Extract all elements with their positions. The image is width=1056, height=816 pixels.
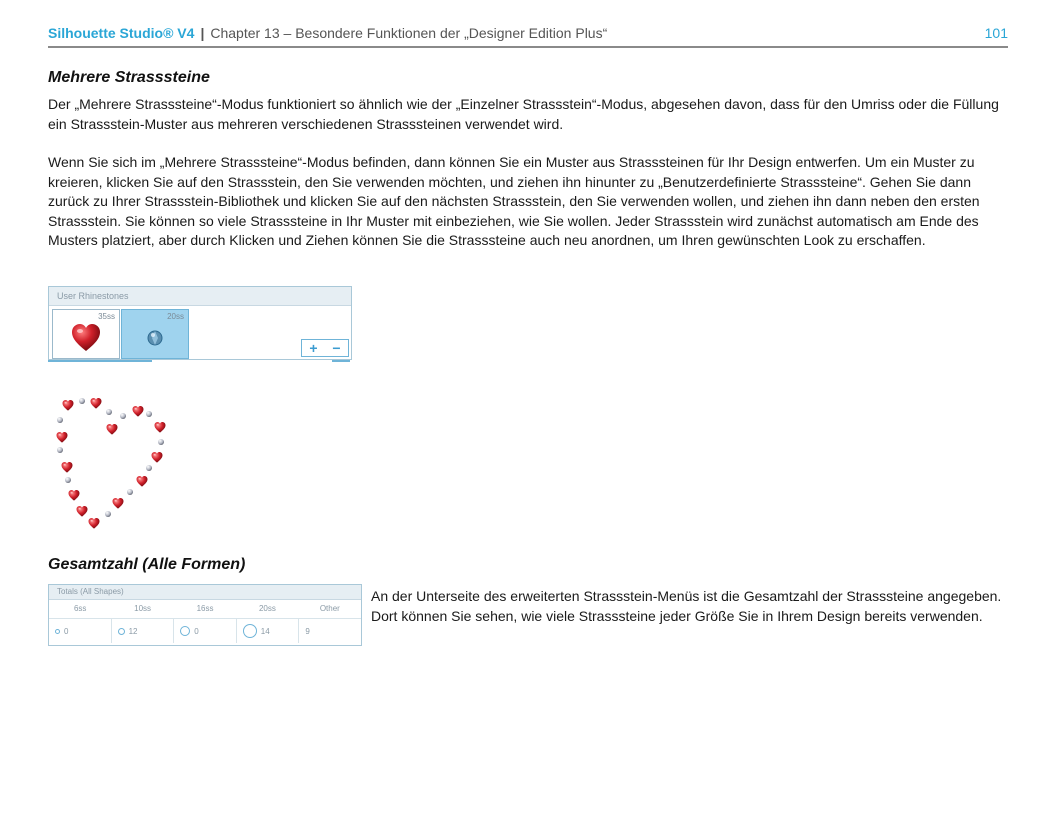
total-value: 12 [128,626,138,636]
paragraph-totals: An der Unterseite des erweiterten Strassstein-Menüs ist die Gesamtzahl der Strasssteine angegeben. Dort können Sie sehen, wie viele Strasssteine jeder Größe Sie in Ihrem Design bereits verwenden. [371,588,1002,624]
add-remove-controls [301,339,349,357]
size-circle-icon [55,629,60,634]
size-circle-icon [243,624,257,638]
totals-header-row [49,600,361,618]
total-cell [112,619,175,643]
column-header: 6ss [73,604,87,613]
section-heading-multiple-rhinestones: Mehrere Strasssteine [48,69,210,86]
swatch-size-label: 20ss [167,312,184,321]
page-number: 101 [984,25,1008,41]
size-circle-icon [118,628,125,635]
swatch-20ss[interactable] [121,309,189,359]
panel-title: User Rhinestones [49,287,351,306]
rhinestone-heart-illustration [46,394,176,534]
chapter-title: Chapter 13 – Besondere Funktionen der „Designer Edition Plus“ [210,25,608,41]
totals-panel [48,584,362,646]
total-cell [237,619,300,643]
panel-divider [332,360,350,362]
page-header [48,24,1008,48]
total-cell [299,619,361,643]
total-value: 14 [260,626,270,636]
blue-rhinestone-icon [147,330,163,346]
paragraph-instructions: Wenn Sie sich im „Mehrere Strasssteine“-Modus befinden, dann können Sie ein Muster aus Strasssteinen für Ihr Design entwerfen. Um ein Muster zu kreieren, klicken Sie auf den Strassstein, den Sie verwenden möchten, und ziehen ihn hinunter zu „Benutzerdefinierte Strasssteine“. Gehen Sie dann zurück zu Ihrer Strassstein-Bibliothek und klicken Sie auf den nächsten Strassstein, den Sie verwenden wollen, und ziehen ihn dann neben den ersten Strassstein. Sie können so viele Strasssteine in Ihr Muster mit einbeziehen, wie Sie wollen. Jeder Strassstein wird zunächst automatisch am Ende des Musters platziert, aber durch Klicken und Ziehen können Sie die Strasssteine auch neu anordnen, um Ihren gewünschten Look zu erschaffen. [48,154,980,248]
header-separator: | [200,25,205,41]
total-cell [49,619,112,643]
column-header: 16ss [196,604,214,613]
column-header: Other [319,604,340,613]
column-header: 10ss [134,604,152,613]
totals-values-row [49,618,361,643]
total-value: 9 [305,626,310,636]
total-value: 0 [64,626,69,636]
brand-title: Silhouette Studio® V4 [48,25,195,41]
paragraph-intro: Der „Mehrere Strasssteine“-Modus funktioniert so ähnlich wie der „Einzelner Strassstein“-Modus, abgesehen davon, dass für den Umriss oder die Füllung ein Strassstein-Muster aus mehreren verschiedenen Strasssteinen verwendet wird. [48,96,999,132]
user-rhinestones-panel [48,286,352,360]
column-header: 20ss [258,604,276,613]
totals-title: Totals (All Shapes) [49,585,361,600]
swatch-35ss[interactable] [52,309,120,359]
red-heart-icon [71,324,101,352]
remove-button[interactable]: − [332,340,341,356]
size-circle-icon [180,626,190,636]
panel-divider [48,360,152,362]
total-value: 0 [194,626,199,636]
section-heading-totals: Gesamtzahl (Alle Formen) [48,556,246,573]
swatch-size-label: 35ss [98,312,115,321]
add-button[interactable]: + [309,340,318,356]
total-cell [174,619,237,643]
